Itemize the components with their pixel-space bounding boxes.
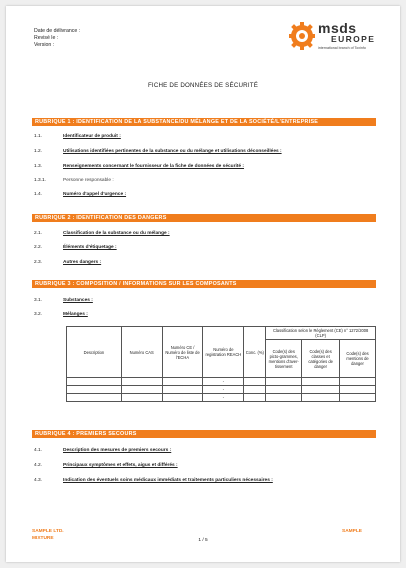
item-number: 2.1. [34, 231, 43, 236]
item-number: 2.2. [34, 245, 43, 250]
col-hazard-statement-codes: Code(s) des mentions de danger [340, 340, 376, 378]
issue-date-label: Date de délivrance : [34, 28, 81, 34]
section-3-heading: RUBRIQUE 3 : COMPOSITION / INFORMATIONS SUR LES COMPOSANTS [32, 280, 376, 288]
section-4-heading: RUBRIQUE 4 : PREMIERS SECOURS [32, 430, 376, 438]
section-2-heading: RUBRIQUE 2 : IDENTIFICATION DES DANGERS [32, 214, 376, 222]
table-row [67, 378, 376, 386]
item-label: Numéro d'appel d'urgence : [63, 192, 127, 197]
item-number: 3.1. [34, 298, 43, 303]
item-number: 1.4. [34, 192, 43, 197]
item-number: 1.1. [34, 134, 43, 139]
item-label: Principaux symptômes et effets, aigus et différés : [63, 463, 178, 468]
mixture-components-table [66, 326, 376, 402]
item-label: Classification de la substance ou du mélange : [63, 231, 170, 236]
item-label: Identificateur de produit : [63, 134, 121, 139]
item-number: 4.1. [34, 448, 43, 453]
section-1-heading: RUBRIQUE 1 : IDENTIFICATION DE LA SUBSTANCE/DU MÉLANGE ET DE LA SOCIÉTÉ/L'ENTREPRISE [32, 118, 376, 126]
logo-subtitle: EUROPE [331, 34, 376, 44]
item-number: 4.2. [34, 463, 43, 468]
item-label: Substances : [63, 298, 93, 303]
reach-cell: - [203, 378, 244, 386]
logo-tagline: international branch of Toxinfo [318, 46, 366, 50]
item-label: Autres dangers : [63, 260, 102, 265]
page-number: 1 / 5 [198, 538, 208, 543]
document-meta [34, 28, 80, 49]
col-description: Description [67, 327, 122, 378]
col-clp-classification: Classification selon le Règlement (CE) n° 1272/2008 (CLP) [266, 327, 376, 340]
item-number: 4.3. [34, 478, 43, 483]
footer-company: SAMPLE LTD. [32, 529, 64, 534]
table-row [67, 394, 376, 402]
item-label: Renseignements concernant le fournisseur de la fiche de données de sécurité : [63, 164, 245, 169]
item-label: Utilisations identifiées pertinentes de la substance ou du mélange et utilisations déconseillées : [63, 149, 282, 154]
col-pictogram-codes: Code(s) des picto-grammes, mentions d'aver-tissement [266, 340, 302, 378]
item-label: Description des mesures de premiers secours : [63, 448, 172, 453]
gear-logo-icon [289, 20, 317, 52]
item-number: 1.3. [34, 164, 43, 169]
col-hazard-class-codes: Code(s) des classes et catégories de danger [302, 340, 340, 378]
footer-product: MIXTURE [32, 536, 54, 541]
col-reach-number: Numéro de registration REACH [203, 327, 244, 378]
logo-brand-text: msds [318, 20, 357, 36]
col-ce-number: Numéro CE / Numéro de liste de l'ECHA [162, 327, 203, 378]
table-row [67, 386, 376, 394]
document-title: FICHE DE DONNÉES DE SÉCURITÉ [147, 82, 259, 89]
item-label: Personne responsable : [63, 178, 114, 183]
col-cas-number: Numéro CAS [121, 327, 162, 378]
item-number: 1.2. [34, 149, 43, 154]
item-label: Mélanges : [63, 312, 88, 317]
item-number: 2.3. [34, 260, 43, 265]
msds-europe-logo [289, 20, 389, 56]
revision-date-label: Revisé le : [34, 35, 59, 41]
footer-right: SAMPLE [342, 529, 362, 534]
version-label: Version : [34, 42, 55, 48]
item-number: 3.2. [34, 312, 43, 317]
reach-cell: - [203, 394, 244, 402]
item-label: Éléments d'étiquetage : [63, 245, 117, 250]
document-page [6, 6, 400, 562]
item-number: 1.3.1. [34, 178, 47, 183]
item-label: Indication des éventuels soins médicaux immédiats et traitements particuliers nécessaires : [63, 478, 273, 483]
col-concentration: Conc. (%) [244, 327, 266, 378]
reach-cell: - [203, 386, 244, 394]
